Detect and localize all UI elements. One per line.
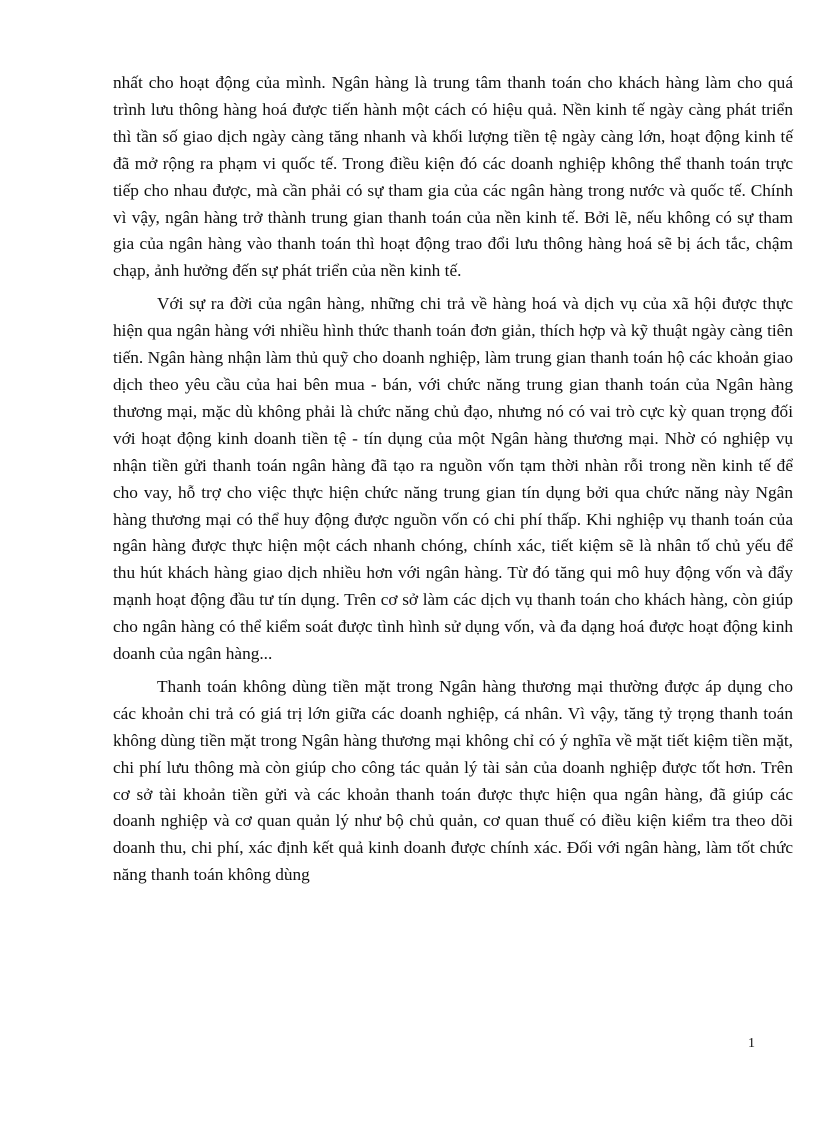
- paragraph-1: nhất cho hoạt động của mình. Ngân hàng là trung tâm thanh toán cho khách hàng làm cho quá trình lưu thông hàng hoá được tiến hành một cách có hiệu quả. Nền kinh tế ngày càng phát triển thì tần số giao dịch ngày càng tăng nhanh và khối lượng tiền tệ ngày càng lớn, hoạt động kinh tế đã mở rộng ra phạm vi quốc tế. Trong điều kiện đó các doanh nghiệp không thể thanh toán trực tiếp cho nhau được, mà cần phải có sự tham gia của các ngân hàng trong nước và quốc tế. Chính vì vậy, ngân hàng trở thành trung gian thanh toán của nền kinh tế. Bởi lẽ, nếu không có sự tham gia của ngân hàng vào thanh toán thì hoạt động trao đổi lưu thông hàng hoá sẽ bị ách tắc, chậm chạp, ảnh hưởng đến sự phát triển của nền kinh tế.: [113, 73, 793, 281]
- paragraph-2: Với sự ra đời của ngân hàng, những chi trả về hàng hoá và dịch vụ của xã hội được thực hiện qua ngân hàng với nhiều hình thức thanh toán đơn giản, thích hợp và kỹ thuật ngày càng tiên tiến. Ngân hàng nhận làm thủ quỹ cho doanh nghiệp, làm trung gian thanh toán hộ các khoản giao dịch theo yêu cầu của hai bên mua - bán, với chức năng trung gian thanh toán của Ngân hàng thương mại, mặc dù không phải là chức năng chủ đạo, nhưng nó có vai trò cực kỳ quan trọng đối với hoạt động kinh doanh tiền tệ - tín dụng của một Ngân hàng thương mại. Nhờ có nghiệp vụ nhận tiền gửi thanh toán ngân hàng đã tạo ra nguồn vốn tạm thời nhàn rỗi trong nền kinh tế để cho vay, hỗ trợ cho việc thực hiện chức năng trung gian tín dụng bởi qua chức năng này Ngân hàng thương mại có thể huy động được nguồn vốn có chi phí thấp. Khi nghiệp vụ thanh toán của ngân hàng được thực hiện một cách nhanh chóng, chính xác, tiết kiệm sẽ là nhân tố chủ yếu để thu hút khách hàng giao dịch nhiều hơn với ngân hàng. Từ đó tăng qui mô huy động vốn và đẩy mạnh hoạt động đầu tư tín dụng. Trên cơ sở làm các dịch vụ thanh toán cho khách hàng, còn giúp cho ngân hàng có thể kiểm soát được tình hình sử dụng vốn, và đa dạng hoá được hoạt động kinh doanh của ngân hàng...: [113, 294, 793, 664]
- paragraph-3: Thanh toán không dùng tiền mặt trong Ngân hàng thương mại thường được áp dụng cho các khoản chi trả có giá trị lớn giữa các doanh nghiệp, cá nhân. Vì vậy, tăng tỷ trọng thanh toán không dùng tiền mặt trong Ngân hàng thương mại không chỉ có ý nghĩa về mặt tiết kiệm tiền mặt, chi phí lưu thông mà còn giúp cho công tác quản lý tài sản của doanh nghiệp được tốt hơn. Trên cơ sở tài khoản tiền gửi và các khoản thanh toán được thực hiện qua ngân hàng, đã giúp các doanh nghiệp và cơ quan quản lý như bộ chủ quản, cơ quan thuế có điều kiện kiểm tra theo dõi doanh thu, chi phí, xác định kết quả kinh doanh được chính xác. Đối với ngân hàng, làm tốt chức năng thanh toán không dùng: [113, 676, 793, 885]
- body-text: [113, 70, 793, 895]
- page-number: 1: [748, 1036, 755, 1051]
